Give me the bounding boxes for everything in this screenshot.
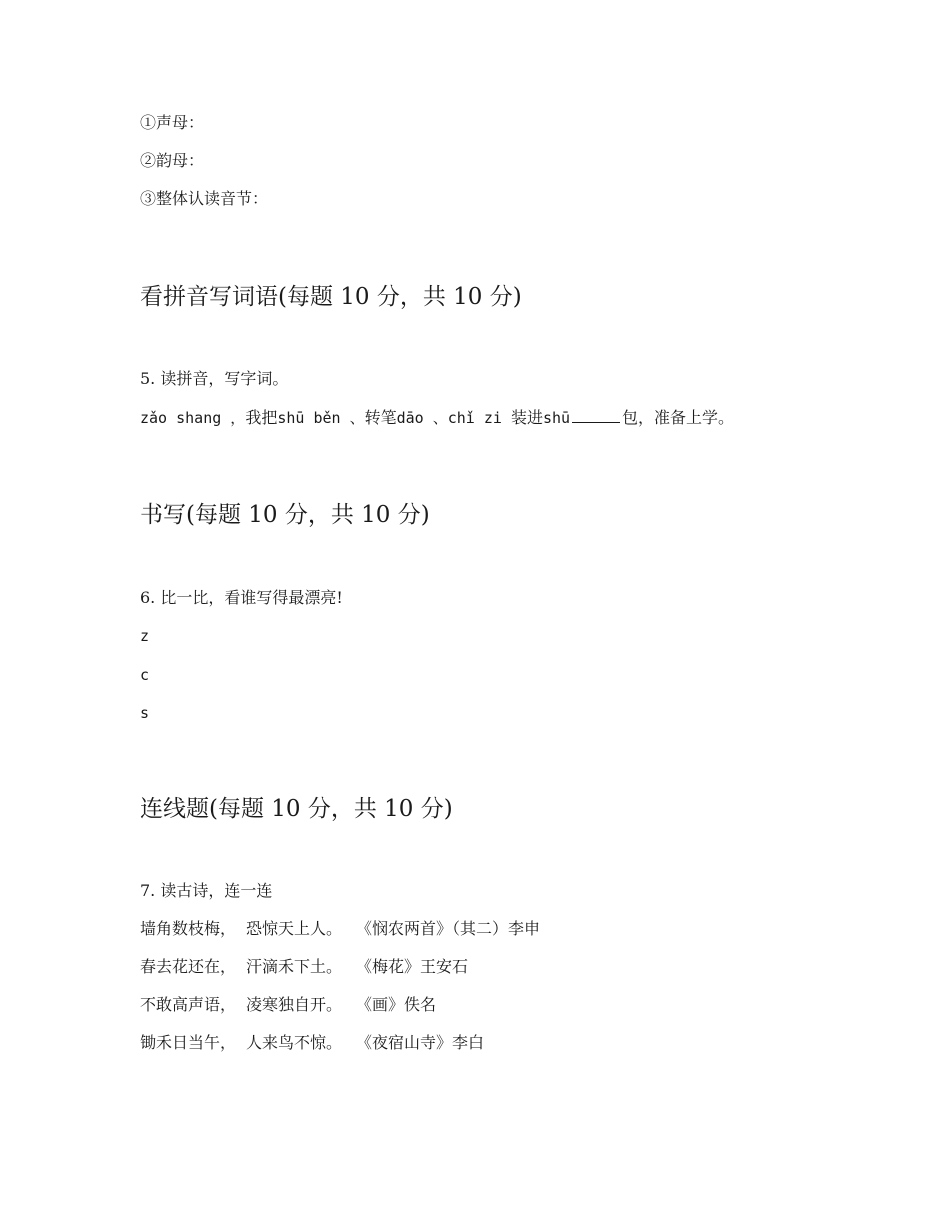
pinyin-dao: dāo 、 — [396, 409, 448, 427]
answer-blank[interactable] — [572, 406, 620, 423]
poem-first-line[interactable]: 墙角数枝梅， — [140, 919, 237, 938]
poem-source[interactable]: 《悯农两首》（其二）李申 — [356, 919, 541, 938]
poem-row — [140, 956, 468, 978]
letter-c: c — [140, 666, 150, 684]
sentence-text: 装进 — [510, 408, 543, 427]
sentence-text: 包，准备上学。 — [622, 408, 735, 427]
poem-row — [140, 1032, 484, 1054]
poem-first-line[interactable]: 不敢高声语， — [140, 995, 237, 1014]
section-heading-matching: 连线题(每题 10 分，共 10 分) — [140, 796, 453, 822]
poem-row — [140, 918, 540, 940]
pinyin-shu-ben: shū běn 、 — [277, 409, 365, 427]
list-item-initials: ①声母： — [140, 113, 205, 132]
poem-row — [140, 994, 436, 1016]
section-heading-pinyin: 看拼音写词语(每题 10 分，共 10 分) — [140, 284, 522, 310]
poem-source[interactable]: 《画》佚名 — [356, 995, 437, 1014]
pinyin-chi-zi: chǐ zi — [447, 409, 511, 427]
sentence-text: 转笔 — [364, 408, 397, 427]
question-6-title: 6. 比一比，看谁写得最漂亮! — [140, 588, 343, 607]
poem-source[interactable]: 《夜宿山寺》李白 — [356, 1033, 485, 1052]
question-5-title: 5. 读拼音，写字词。 — [140, 369, 289, 388]
letter-s: s — [140, 704, 150, 722]
poem-second-line[interactable]: 恐惊天上人。 — [246, 919, 343, 938]
letter-z: z — [140, 627, 150, 645]
poem-first-line[interactable]: 春去花还在， — [140, 957, 237, 976]
pinyin-shu: shū — [542, 409, 571, 427]
poem-source[interactable]: 《梅花》王安石 — [356, 957, 469, 976]
pinyin-zao-shang: zǎo shang ， — [140, 409, 246, 427]
list-item-finals: ②韵母： — [140, 151, 205, 170]
question-5-sentence — [140, 406, 734, 429]
poem-second-line[interactable]: 凌寒独自开。 — [246, 995, 343, 1014]
question-7-title: 7. 读古诗，连一连 — [140, 881, 273, 900]
poem-second-line[interactable]: 人来鸟不惊。 — [246, 1033, 343, 1052]
poem-second-line[interactable]: 汗滴禾下土。 — [246, 957, 343, 976]
section-heading-writing: 书写(每题 10 分，共 10 分) — [140, 502, 430, 528]
sentence-text: 我把 — [245, 408, 278, 427]
poem-first-line[interactable]: 锄禾日当午， — [140, 1033, 237, 1052]
list-item-whole-syllables: ③整体认读音节： — [140, 189, 269, 208]
